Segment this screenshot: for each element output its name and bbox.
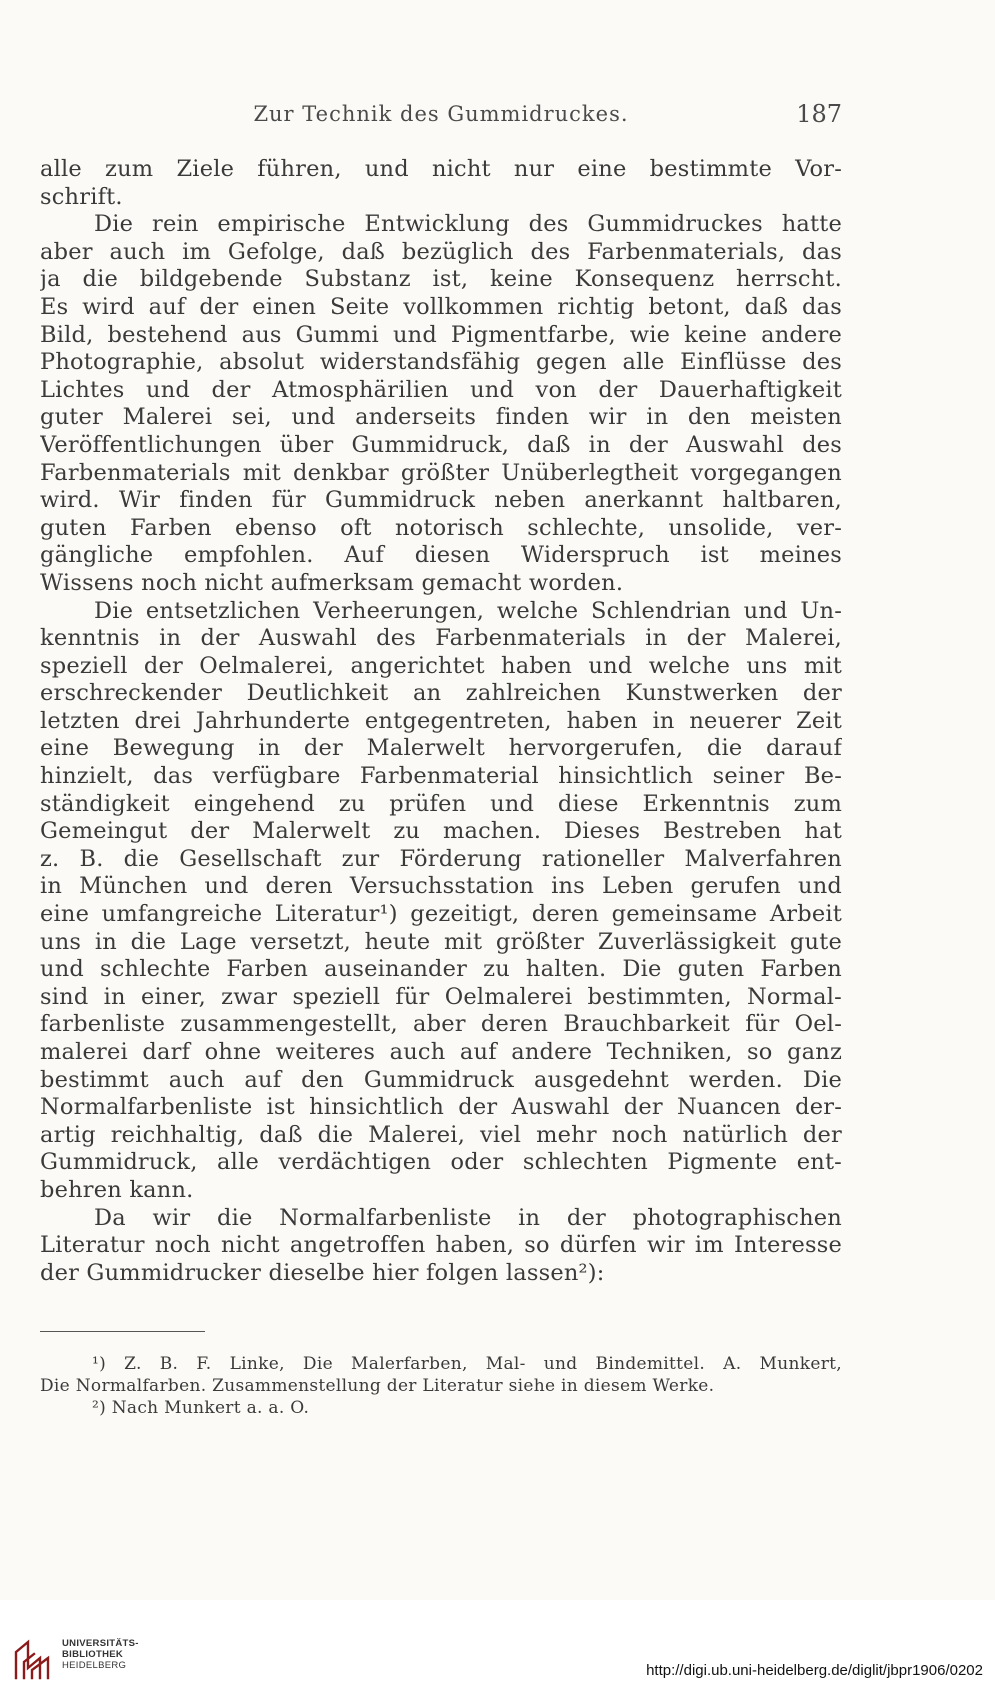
text-line: malerei darf ohne weiteres auch auf andere Techniken, so ganz [40,1039,842,1065]
library-line-2: BIBLIOTHEK [62,1649,124,1660]
text-line: und schlechte Farben auseinander zu halten. Die guten Farben [40,956,842,983]
footnote-line: Die Normalfarben. Zusammenstellung der Literatur siehe in diesem Werke. [40,1376,715,1396]
text-line: aber auch im Gefolge, daß bezüglich des Farbenmaterials, das [40,238,842,265]
text-line: Lichtes und der Atmosphärilien und von der Dauerhaftigkeit [40,376,842,403]
footnote-rule [40,1331,205,1332]
text-line: eine umfangreiche Literatur¹) gezeitigt, deren gemeinsame Arbeit [40,901,842,928]
viewer-footer [0,1600,995,1690]
text-line: der Gummidrucker dieselbe hier folgen lassen²): [40,1259,605,1286]
text-line: Normalfarbenliste ist hinsichtlich der Auswahl der Nuancen der- [40,1094,842,1121]
text-line: gängliche empfohlen. Auf diesen Widerspruch ist meines [40,542,842,569]
text-line: Veröffentlichungen über Gummidruck, daß in der Auswahl des [40,431,842,458]
text-line: Farbenmaterials mit denkbar größter Unüberlegtheit vorgegangen [40,459,842,486]
footnote-line: ²) Nach Munkert a. a. O. [92,1398,310,1418]
page-header [40,102,842,136]
text-line: Gemeingut der Malerwelt zu machen. Dieses Bestreben hat [40,818,842,845]
text-line: Bild, bestehend aus Gummi und Pigmentfarbe, wie keine andere [40,321,842,348]
text-line: eine Bewegung in der Malerwelt hervorgerufen, die darauf [40,735,842,762]
text-line: wird. Wir finden für Gummidruck neben anerkannt haltbaren, [40,487,842,514]
text-line: Die rein empirische Entwicklung des Gummidruckes hatte [94,211,842,238]
footnotes [40,1353,842,1419]
text-line: ja die bildgebende Substanz ist, keine Konsequenz herrscht. [40,266,842,293]
text-line: Photographie, absolut widerstandsfähig gegen alle Einflüsse des [40,349,842,376]
text-line: erschreckender Deutlichkeit an zahlreichen Kunstwerken der [40,680,842,707]
text-line: uns in die Lage versetzt, heute mit größter Zuverlässigkeit gute [40,928,842,955]
text-line: schrift. [40,183,123,210]
text-line: guten Farben ebenso oft notorisch schlechte, unsolide, ver- [40,514,842,541]
footnote-line: ¹) Z. B. F. Linke, Die Malerfarben, Mal- und Bindemittel. A. Munkert, [92,1354,842,1374]
text-line: alle zum Ziele führen, und nicht nur eine bestimmte Vor- [40,156,842,182]
text-line: ständigkeit eingehend zu prüfen und diese Erkenntnis zum [40,790,842,817]
text-line: Wissens noch nicht aufmerksam gemacht worden. [40,569,624,596]
text-line: guter Malerei sei, und anderseits finden wir in den meisten [40,404,842,431]
text-line: Da wir die Normalfarbenliste in der photographischen [94,1204,842,1231]
text-line: z. B. die Gesellschaft zur Förderung rationeller Malverfahren [40,845,842,872]
text-line: artig reichhaltig, daß die Malerei, viel mehr noch natürlich der [40,1121,842,1148]
text-line: bestimmt auch auf den Gummidruck ausgedehnt werden. Die [40,1066,842,1093]
text-line: Literatur noch nicht angetroffen haben, so dürfen wir im Interesse [40,1232,842,1259]
text-line: sind in einer, zwar speziell für Oelmalerei bestimmten, Normal- [40,983,842,1010]
library-line-3: HEIDELBERG [62,1660,127,1671]
heidelberg-library-logo-icon[interactable] [10,1638,54,1682]
library-name[interactable] [62,1638,139,1671]
body-text [40,156,842,1287]
page-number: 187 [796,100,842,128]
permalink-url[interactable]: http://digi.ub.uni-heidelberg.de/diglit/jbpr1906/0202 [646,1662,983,1679]
text-line: letzten drei Jahrhunderte entgegentreten, haben in neuerer Zeit [40,707,842,734]
running-title: Zur Technik des Gummidruckes. [253,102,629,126]
text-line: speziell der Oelmalerei, angerichtet haben und welche uns mit [40,652,842,679]
text-line: Es wird auf der einen Seite vollkommen richtig betont, daß das [40,293,842,320]
text-line: Gummidruck, alle verdächtigen oder schlechten Pigmente ent- [40,1149,842,1176]
text-line: Die entsetzlichen Verheerungen, welche Schlendrian und Un- [94,597,842,624]
text-line: hinzielt, das verfügbare Farbenmaterial hinsichtlich seiner Be- [40,763,842,790]
text-line: in München und deren Versuchsstation ins Leben gerufen und [40,873,842,900]
text-line: behren kann. [40,1176,194,1203]
text-line: farbenliste zusammengestellt, aber deren Brauchbarkeit für Oel- [40,1011,842,1038]
text-line: kenntnis in der Auswahl des Farbenmaterials in der Malerei, [40,625,842,652]
library-line-1: UNIVERSITÄTS- [62,1638,139,1649]
